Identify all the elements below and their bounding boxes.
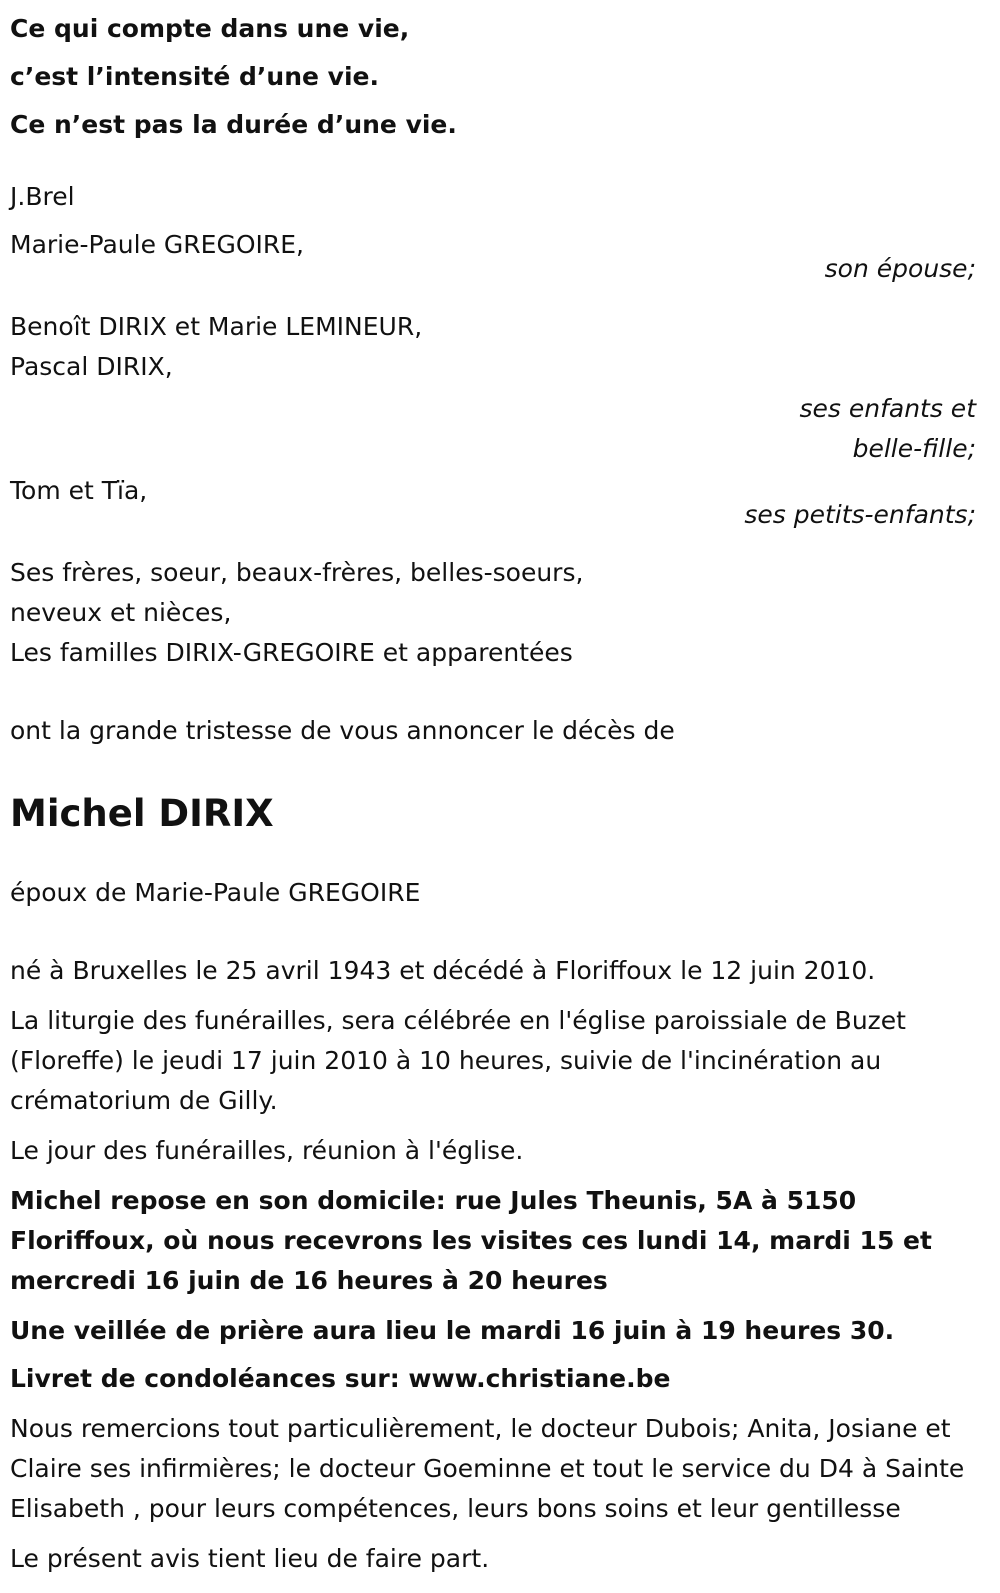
obituary-notice <box>10 5 976 1579</box>
deceased-name: Michel DIRIX <box>10 792 274 835</box>
closing-paragraph: Le présent avis tient lieu de faire part. <box>10 1544 490 1573</box>
families-line: Les familles DIRIX-GREGOIRE et apparentées <box>10 638 573 667</box>
child-2-name: Pascal DIRIX, <box>10 352 173 381</box>
grandchildren-relation: ses petits-enfants; <box>744 500 976 529</box>
vigil-paragraph: Une veillée de prière aura lieu le mardi 16 juin à 19 heures 30. <box>10 1316 895 1345</box>
birth-death-line: né à Bruxelles le 25 avril 1943 et décédé à Floriffoux le 12 juin 2010. <box>10 956 876 985</box>
quote-author: J.Brel <box>10 182 75 211</box>
child-1-name: Benoît DIRIX et Marie LEMINEUR, <box>10 312 423 341</box>
reunion-paragraph: Le jour des funérailles, réunion à l'église. <box>10 1136 524 1165</box>
wife-relation: son épouse; <box>824 254 976 283</box>
grandchildren-name: Tom et Tïa, <box>10 476 148 505</box>
wife-name: Marie-Paule GREGOIRE, <box>10 230 304 259</box>
siblings-line-2: neveux et nièces, <box>10 598 232 627</box>
family-list <box>10 225 976 673</box>
quote-line-1: Ce qui compte dans une vie, <box>10 14 410 43</box>
thanks-paragraph: Nous remercions tout particulièrement, le docteur Dubois; Anita, Josiane et Claire ses infirmières; le docteur Goeminne et tout le service du D4 à Sainte Elisabeth , pour leurs compétences, leurs bons soins et leur gentillesse <box>10 1414 965 1523</box>
spouse-line: époux de Marie-Paule GREGOIRE <box>10 878 421 907</box>
condolences-paragraph: Livret de condoléances sur: www.christiane.be <box>10 1364 671 1393</box>
quote-block <box>10 5 976 217</box>
siblings-line-1: Ses frères, soeur, beaux-frères, belles-soeurs, <box>10 558 584 587</box>
visits-paragraph: Michel repose en son domicile: rue Jules Theunis, 5A à 5150 Floriffoux, où nous recevrons les visites ces lundi 14, mardi 15 et mercredi 16 juin de 16 heures à 20 heures <box>10 1186 932 1295</box>
children-relation: ses enfants et belle-fille; <box>799 394 976 463</box>
quote-line-2: c’est l’intensité d’une vie. <box>10 62 379 91</box>
announcement: ont la grande tristesse de vous annoncer le décès de <box>10 716 675 745</box>
quote-line-3: Ce n’est pas la durée d’une vie. <box>10 110 457 139</box>
liturgy-paragraph: La liturgie des funérailles, sera célébrée en l'église paroissiale de Buzet (Floreffe) le jeudi 17 juin 2010 à 10 heures, suivie de l'incinération au crématorium de Gilly. <box>10 1006 906 1115</box>
